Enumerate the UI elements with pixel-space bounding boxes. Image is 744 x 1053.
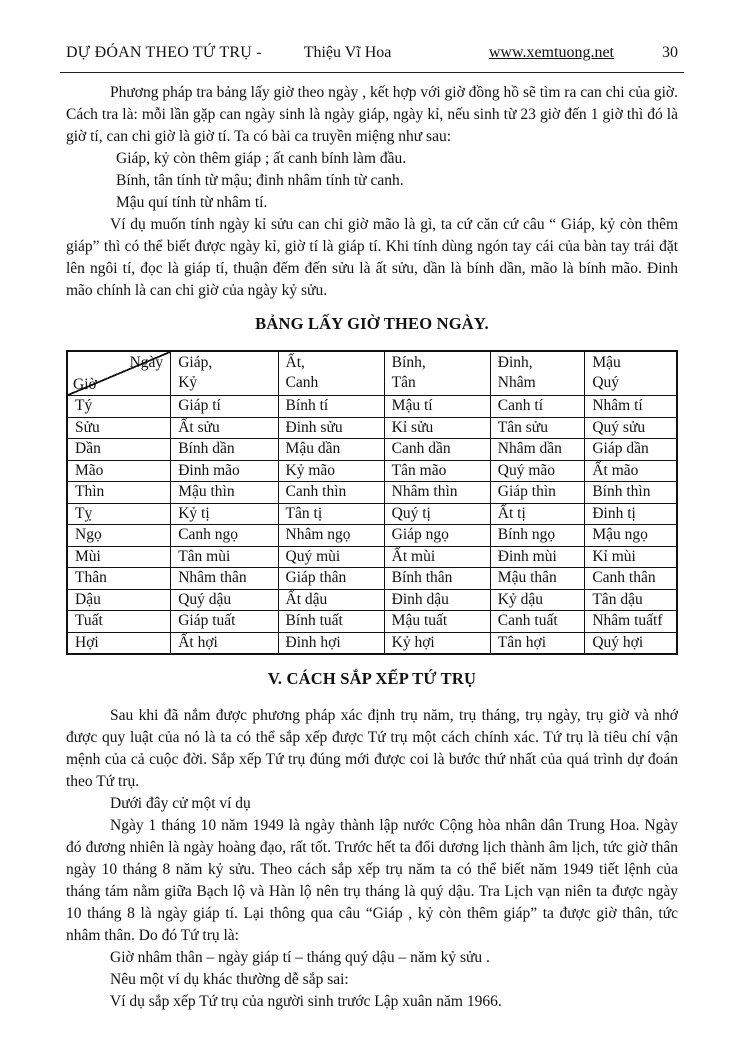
column-header-line: Bính, [391,354,426,371]
table-cell: Canh dần [384,439,490,461]
hour-label-cell: Dậu [67,589,171,611]
hour-label-cell: Hợi [67,632,171,654]
column-header-line: Đinh, [497,354,533,371]
table-cell: Quý mão [490,460,585,482]
table-cell: Đinh tị [585,503,677,525]
author-name: Thiệu Vĩ Hoa [303,44,392,61]
table-row [67,546,677,568]
header-rule [60,72,684,73]
hour-label-cell: Tuất [67,611,171,633]
table-cell: Nhâm ngọ [278,525,384,547]
verse-line-1: Giáp, kỷ còn thêm giáp ; ất canh bính làm đầu. [116,150,407,167]
section-paragraph-2: Dưới đây cử một ví dụ [110,795,251,812]
table-cell: Kỷ dậu [490,589,585,611]
running-head [66,42,678,64]
table-cell: Mậu tí [384,396,490,418]
column-header-line: Canh [285,374,319,391]
table-cell: Tân sửu [490,417,585,439]
column-header [490,351,585,396]
table-row [67,611,677,633]
book-title: DỰ ĐÓAN THEO TỨ TRỤ - [66,44,262,61]
table-row [67,525,677,547]
hour-label-cell: Tý [67,396,171,418]
column-header-line: Kỷ [178,374,198,391]
corner-cell [67,351,171,396]
table-cell: Bính ngọ [490,525,585,547]
table-cell: Bính thân [384,568,490,590]
table-cell: Bính thìn [585,482,677,504]
table-cell: Đinh hợi [278,632,384,654]
table-cell: Quý hợi [585,632,677,654]
column-header [278,351,384,396]
table-cell: Ất dậu [278,589,384,611]
table-row [67,396,677,418]
table-cell: Giáp dần [585,439,677,461]
hour-label-cell: Dần [67,439,171,461]
table-cell: Kỷ hợi [384,632,490,654]
table-row [67,589,677,611]
table-row [67,460,677,482]
table-cell: Ất mão [585,460,677,482]
section-paragraph-5: Nêu một ví dụ khác thường dễ sắp sai: [110,971,349,988]
intro-paragraph: Phương pháp tra bảng lấy giờ theo ngày , kết hợp với giờ đồng hồ sẽ tìm ra can chi của giờ. Cách tra là: mỗi lần gặp can ngày sinh là ngày giáp, ngày kỉ, nếu sinh từ 23 giờ đến 1 giờ thì đó là giờ tí, can chi giờ là giờ tí. Ta có bài ca truyền miệng như sau: [66,84,678,145]
table-cell: Bính dần [171,439,278,461]
column-header-line: Tân [391,374,416,391]
table-header [67,351,677,396]
column-header-line: Nhâm [497,374,536,391]
column-header [384,351,490,396]
table-cell: Giáp tuất [171,611,278,633]
table-row [67,568,677,590]
table-cell: Giáp thìn [490,482,585,504]
table-cell: Nhâm thìn [384,482,490,504]
section-title: V. CÁCH SẮP XẾP TỨ TRỤ [267,669,477,688]
table-cell: Canh tuất [490,611,585,633]
table-cell: Ất sửu [171,417,278,439]
table-row [67,482,677,504]
section-paragraph-3: Ngày 1 tháng 10 năm 1949 là ngày thành lập nước Cộng hòa nhân dân Trung Hoa. Ngày đó đương nhiên là ngày hoàng đạo, rất tốt. Trước hết ta đổi dương lịch thành âm lịch, tức giờ thân ngày 10 tháng 8 năm kỷ sửu. Theo cách sắp xếp trụ năm ta có thể biết năm 1949 tiết lệnh của tháng tám nằm giữa Bạch lộ và Hàn lộ nên trụ tháng là quý dậu. Tra Lịch vạn niên ta được ngày 10 tháng 8 là ngày giáp tí. Lại thông qua câu “Giáp , kỷ còn thêm giáp” ta được giờ thân, tức nhâm thân. Do đó Tứ trụ là: [66,817,678,944]
table-cell: Ất hợi [171,632,278,654]
column-header [585,351,677,396]
table-cell: Đinh mùi [490,546,585,568]
hour-lookup-table [66,350,678,655]
section-paragraph-1: Sau khi đã nắm được phương pháp xác định trụ năm, trụ tháng, trụ ngày, trụ giờ và nhớ được quy luật của nó là ta có thể sắp xếp được Tứ trụ một cách chính xác. Tứ trụ là tiêu chí vận mệnh của cả cuộc đời. Sắp xếp Tứ trụ đúng mới được coi là bước thứ nhất của quá trình dự đoán theo Tứ trụ. [66,707,678,790]
table-cell: Tân mùi [171,546,278,568]
verse-line-2: Bính, tân tính từ mậu; đinh nhâm tính từ canh. [116,172,404,189]
table-row [67,503,677,525]
table-cell: Quý tị [384,503,490,525]
table-cell: Nhâm tuấtf [585,611,677,633]
website-link[interactable]: www.xemtuong.net [488,44,614,61]
table-cell: Ất mùi [384,546,490,568]
table-cell: Bính tuất [278,611,384,633]
table-row [67,417,677,439]
table-cell: Đinh sửu [278,417,384,439]
verse-line-3: Mậu quí tính từ nhâm tí. [116,194,268,211]
table-cell: Mậu thìn [171,482,278,504]
table-cell: Ất tị [490,503,585,525]
example-paragraph: Ví dụ muốn tính ngày kỉ sửu can chi giờ mão là gì, ta cứ căn cứ câu “ Giáp, kỷ còn thêm giáp” thì có thể biết được ngày kỉ, giờ tí là giáp tí. Khi tính dùng ngón tay cái của bàn tay trái đặt lên ngôi tí, đọc là giáp tí, thuận đếm đến sửu là ất sửu, dần là bính dần, mão là bính mão. Đinh mão chính là can chi giờ của ngày kỷ sửu. [66,216,678,299]
table-cell: Tân hợi [490,632,585,654]
hour-label-cell: Ngọ [67,525,171,547]
hour-label-cell: Mão [67,460,171,482]
table-cell: Nhâm tí [585,396,677,418]
corner-label-day: Ngày [129,354,164,371]
table-cell: Canh ngọ [171,525,278,547]
table-cell: Nhâm dần [490,439,585,461]
hour-label-cell: Tỵ [67,503,171,525]
hour-table-body [67,396,677,655]
column-header-line: Quý [592,374,620,391]
table-cell: Quý dậu [171,589,278,611]
table-cell: Tân dậu [585,589,677,611]
table-cell: Quý sửu [585,417,677,439]
four-pillars-line: Giờ nhâm thân – ngày giáp tí – tháng quý dậu – năm kỷ sửu . [110,949,490,966]
table-cell: Mậu thân [490,568,585,590]
hour-label-cell: Mùi [67,546,171,568]
table-cell: Canh tí [490,396,585,418]
table-cell: Bính tí [278,396,384,418]
table-cell: Mậu tuất [384,611,490,633]
table-cell: Giáp tí [171,396,278,418]
hour-label-cell: Sửu [67,417,171,439]
table-cell: Kỷ tị [171,503,278,525]
table-cell: Kỷ mão [278,460,384,482]
table-cell: Tân tị [278,503,384,525]
page-number: 30 [662,44,678,61]
table-row [67,439,677,461]
table-cell: Giáp ngọ [384,525,490,547]
column-header-line: Giáp, [178,354,213,371]
table-cell: Đinh dậu [384,589,490,611]
table-cell: Tân mão [384,460,490,482]
column-header-line: Mậu [592,354,621,371]
table-cell: Kỉ mùi [585,546,677,568]
column-header [171,351,278,396]
table-cell: Mậu dần [278,439,384,461]
table-header-row [67,351,677,396]
table-title: BẢNG LẤY GIỜ THEO NGÀY. [255,314,489,333]
table-cell: Canh thìn [278,482,384,504]
corner-label-hour: Giờ [73,376,97,393]
table-cell: Giáp thân [278,568,384,590]
hour-label-cell: Thân [67,568,171,590]
table-cell: Quý mùi [278,546,384,568]
table-cell: Canh thân [585,568,677,590]
table-row [67,632,677,654]
table-cell: Mậu ngọ [585,525,677,547]
table-cell: Nhâm thân [171,568,278,590]
table-cell: Kỉ sửu [384,417,490,439]
column-header-line: Ất, [285,354,305,371]
hour-label-cell: Thìn [67,482,171,504]
table-cell: Đinh mão [171,460,278,482]
section-paragraph-6: Ví dụ sắp xếp Tứ trụ của người sinh trước Lập xuân năm 1966. [110,993,502,1010]
